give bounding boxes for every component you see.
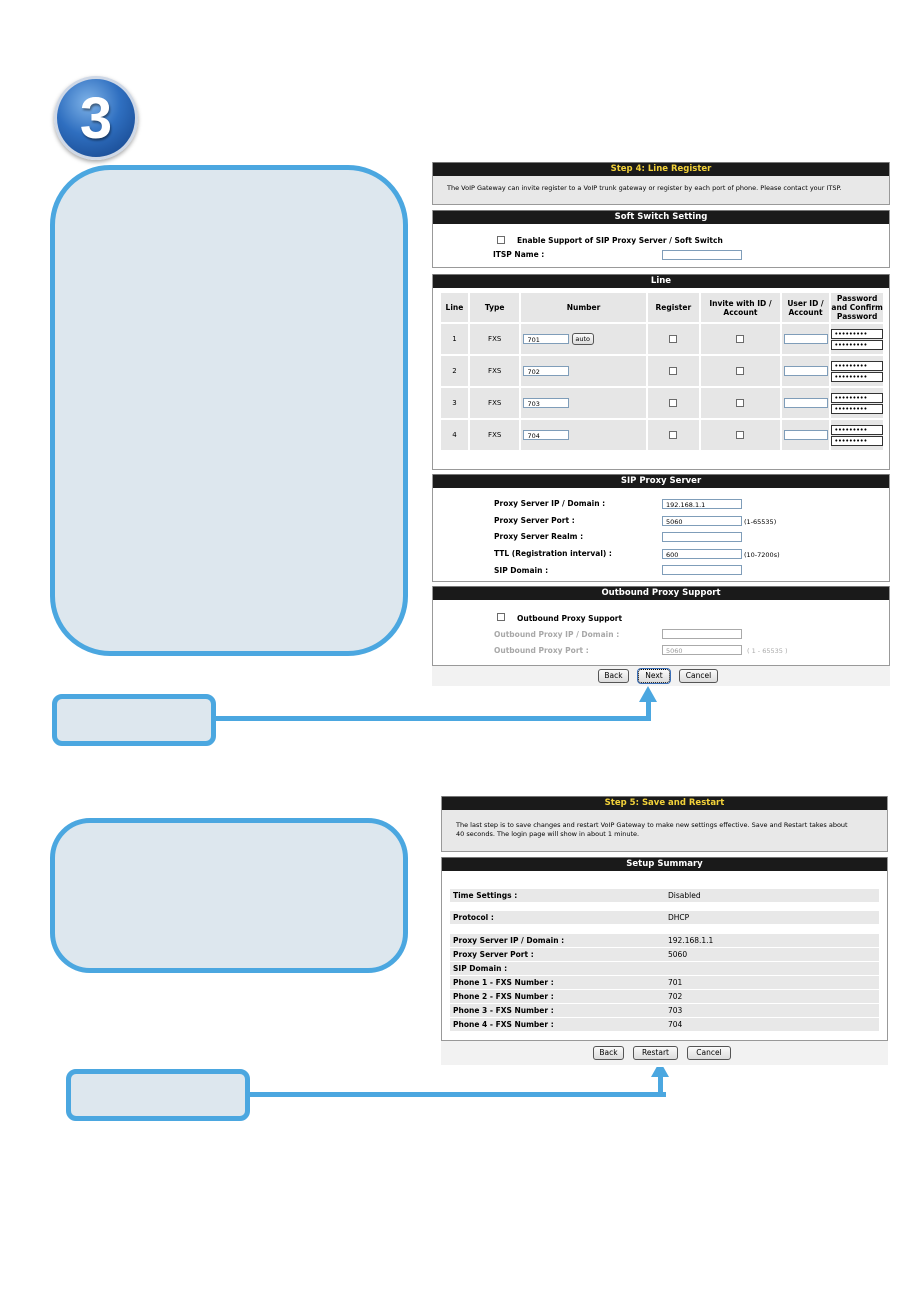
summary-value: Disabled [668, 891, 701, 900]
user-id-input[interactable] [784, 430, 828, 440]
summary-label: Time Settings : [453, 891, 518, 900]
password-input[interactable]: ••••••••• [831, 425, 883, 435]
ttl-label: TTL (Registration interval) : [494, 549, 612, 558]
line-header: Line [433, 274, 889, 288]
line-type: FXS [470, 356, 520, 386]
invite-with-id-checkbox[interactable] [736, 431, 744, 439]
proxy-realm-label: Proxy Server Realm : [494, 532, 584, 541]
back-button[interactable]: Back [598, 669, 629, 683]
line-type: FXS [470, 388, 520, 418]
line-number: 4 [441, 420, 468, 450]
summary-row [450, 990, 879, 1003]
step5-description-line2: 40 seconds. The login page will show in about 1 minute. [456, 830, 640, 838]
outbound-port-input[interactable]: 5060 [662, 645, 742, 655]
password-input[interactable]: ••••••••• [831, 393, 883, 403]
invite-with-id-checkbox[interactable] [736, 367, 744, 375]
user-id-input[interactable] [784, 334, 828, 344]
soft-switch-header: Soft Switch Setting [433, 210, 889, 224]
proxy-port-range: (1-65535) [744, 518, 777, 526]
outbound-port-label: Outbound Proxy Port : [494, 646, 589, 655]
ttl-range: (10-7200s) [744, 551, 780, 559]
auto-button[interactable]: auto [572, 333, 594, 345]
restart-button[interactable]: Restart [633, 1046, 678, 1060]
connector-vertical-restart [658, 1076, 663, 1097]
cancel-button[interactable]: Cancel [687, 1046, 731, 1060]
register-checkbox[interactable] [669, 367, 677, 375]
summary-row [450, 1018, 879, 1031]
user-id-input[interactable] [784, 398, 828, 408]
itsp-name-label: ITSP Name : [493, 250, 545, 259]
connector-line-next [214, 716, 650, 721]
password-input[interactable]: ••••••••• [831, 361, 883, 371]
user-id-input[interactable] [784, 366, 828, 376]
setup-summary-header: Setup Summary [442, 857, 887, 871]
line-number: 1 [441, 324, 468, 354]
proxy-ip-input[interactable]: 192.168.1.1 [662, 499, 742, 509]
summary-label: SIP Domain : [453, 964, 508, 973]
number-input[interactable]: 701 [523, 334, 569, 344]
column-header: Type [470, 293, 520, 322]
instruction-callout-top [50, 165, 408, 656]
summary-value: 5060 [668, 950, 688, 959]
enable-sip-proxy-checkbox[interactable] [497, 236, 505, 244]
summary-label: Proxy Server IP / Domain : [453, 936, 565, 945]
register-checkbox[interactable] [669, 399, 677, 407]
outbound-proxy-header: Outbound Proxy Support [433, 586, 889, 600]
summary-row [450, 976, 879, 989]
confirm-password-input[interactable]: ••••••••• [831, 340, 883, 350]
soft-switch-section [432, 210, 890, 268]
outbound-ip-input[interactable] [662, 629, 742, 639]
summary-row [450, 962, 879, 975]
line-table [439, 291, 885, 452]
summary-row [450, 1004, 879, 1017]
table-row [441, 324, 883, 354]
outbound-proxy-section [432, 586, 890, 666]
arrow-up-icon [639, 686, 657, 702]
column-header: User ID / Account [782, 293, 830, 322]
cancel-button[interactable]: Cancel [679, 669, 718, 683]
password-input[interactable]: ••••••••• [831, 329, 883, 339]
step5-header: Step 5: Save and Restart [442, 796, 887, 810]
save-restart-panel [441, 796, 888, 1067]
step-number-badge [54, 76, 138, 160]
outbound-proxy-label: Outbound Proxy Support [517, 614, 623, 623]
register-checkbox[interactable] [669, 431, 677, 439]
number-input[interactable]: 704 [523, 430, 569, 440]
step4-button-bar [432, 666, 890, 686]
column-header: Password and Confirm Password [831, 294, 883, 321]
summary-label: Phone 1 - FXS Number : [453, 978, 554, 987]
itsp-name-input[interactable] [662, 250, 742, 260]
step4-section [432, 162, 890, 205]
summary-label: Phone 3 - FXS Number : [453, 1006, 554, 1015]
column-header: Invite with ID / Account [701, 293, 780, 322]
line-type: FXS [470, 324, 520, 354]
summary-label: Proxy Server Port : [453, 950, 534, 959]
summary-value: 704 [668, 1020, 683, 1029]
proxy-port-input[interactable]: 5060 [662, 516, 742, 526]
step-number: 3 [79, 85, 113, 151]
step4-description: The VoIP Gateway can invite register to a VoIP trunk gateway or register by each port of phone. Please contact your ITSP. [447, 184, 842, 192]
summary-row [450, 934, 879, 947]
line-section [432, 274, 890, 470]
table-row [441, 388, 883, 418]
summary-value: 701 [668, 978, 683, 987]
line-number: 3 [441, 388, 468, 418]
back-button[interactable]: Back [593, 1046, 624, 1060]
confirm-password-input[interactable]: ••••••••• [831, 404, 883, 414]
proxy-ip-label: Proxy Server IP / Domain : [494, 499, 606, 508]
sip-domain-label: SIP Domain : [494, 566, 549, 575]
confirm-password-input[interactable]: ••••••••• [831, 436, 883, 446]
step5-description-line1: The last step is to save changes and restart VoIP Gateway to make new settings effective. Save and Restart takes about [456, 821, 848, 829]
column-header: Line [441, 293, 468, 322]
confirm-password-input[interactable]: ••••••••• [831, 372, 883, 382]
table-row [441, 356, 883, 386]
summary-row [450, 911, 879, 924]
outbound-proxy-checkbox[interactable] [497, 613, 505, 621]
enable-sip-proxy-label: Enable Support of SIP Proxy Server / Soft Switch [517, 236, 723, 245]
summary-row [450, 889, 879, 902]
summary-value: 702 [668, 992, 683, 1001]
table-row [441, 420, 883, 450]
sip-proxy-header: SIP Proxy Server [433, 474, 889, 488]
proxy-port-label: Proxy Server Port : [494, 516, 575, 525]
step4-header: Step 4: Line Register [433, 162, 889, 176]
outbound-ip-label: Outbound Proxy IP / Domain : [494, 630, 620, 639]
summary-value: DHCP [668, 913, 690, 922]
number-input[interactable]: 703 [523, 398, 569, 408]
line-number: 2 [441, 356, 468, 386]
summary-value: 703 [668, 1006, 683, 1015]
line-type: FXS [470, 420, 520, 450]
summary-label: Protocol : [453, 913, 494, 922]
summary-row [450, 948, 879, 961]
sip-domain-input[interactable] [662, 565, 742, 575]
sip-proxy-section [432, 474, 890, 582]
click-next-callout [52, 694, 216, 746]
register-checkbox[interactable] [669, 335, 677, 343]
column-header: Register [648, 293, 700, 322]
number-input[interactable]: 702 [523, 366, 569, 376]
proxy-realm-input[interactable] [662, 532, 742, 542]
summary-value: 192.168.1.1 [668, 936, 714, 945]
step5-section [441, 796, 888, 852]
invite-with-id-checkbox[interactable] [736, 335, 744, 343]
column-header: Number [521, 293, 645, 322]
click-restart-callout [66, 1069, 250, 1121]
setup-summary-section [441, 857, 888, 1041]
outbound-port-range: ( 1 - 65535 ) [747, 647, 788, 655]
line-register-panel [432, 162, 890, 686]
step5-button-bar [441, 1041, 888, 1065]
ttl-input[interactable]: 600 [662, 549, 742, 559]
connector-vertical-next [646, 700, 651, 721]
invite-with-id-checkbox[interactable] [736, 399, 744, 407]
instruction-callout-bottom [50, 818, 408, 973]
summary-label: Phone 4 - FXS Number : [453, 1020, 554, 1029]
next-button[interactable]: Next [638, 669, 670, 683]
summary-label: Phone 2 - FXS Number : [453, 992, 554, 1001]
connector-line-restart [248, 1092, 666, 1097]
